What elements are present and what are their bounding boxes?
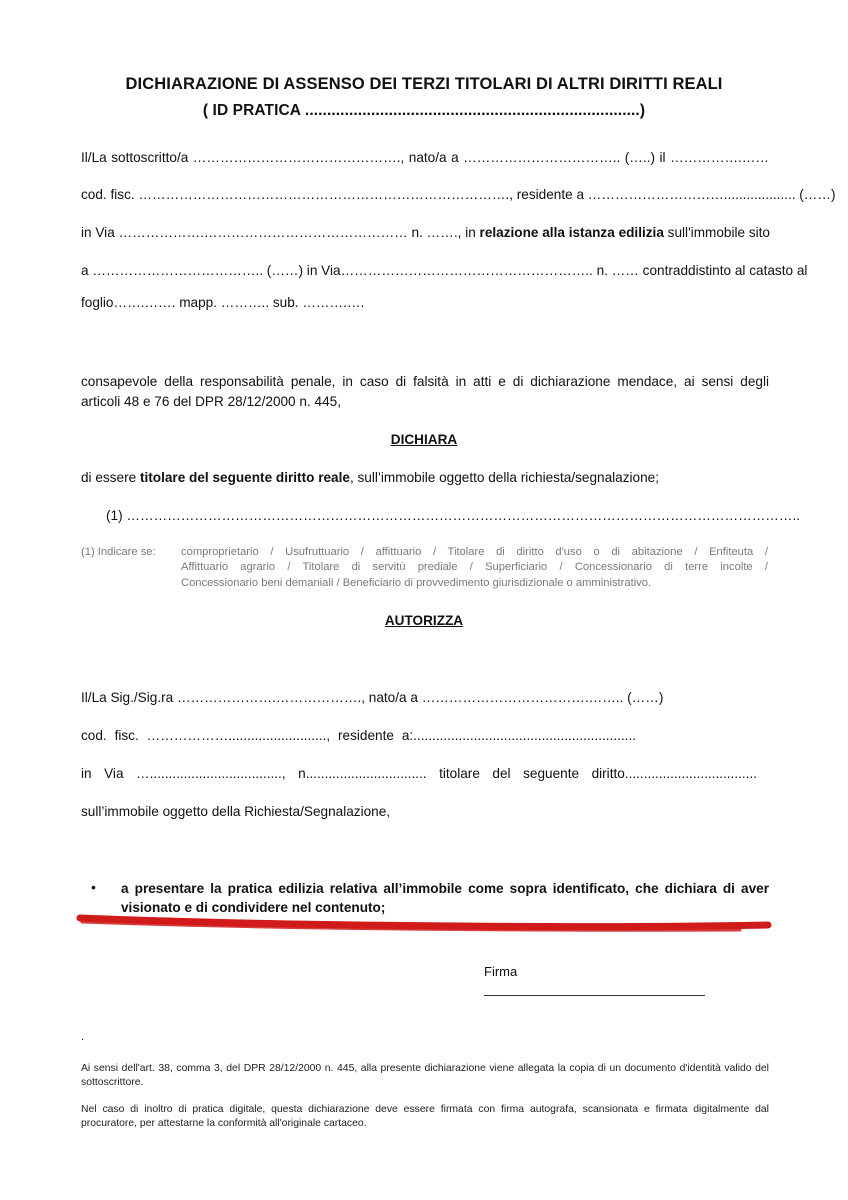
authorized-name-line: Il/La Sig./Sig.ra ………………….………………., nato/a a ……………………………….…….. (……) (81, 690, 664, 705)
authorization-bullet-line-1: a presentare la pratica edilizia relativa all’immobile come sopra identificato, che dichiara di aver (121, 881, 769, 896)
document-title: DICHIARAZIONE DI ASSENSO DEI TERZI TITOLARI DI ALTRI DIRITTI REALI (125, 75, 723, 93)
footer-paragraph-2-line-1: Nel caso di inoltro di pratica digitale, questa dichiarazione deve essere firmata con firma autografa, scansionata e firmata digitalmente dal (81, 1104, 769, 1115)
property-location-line: a ……………………………….. (……) in Via……………………………………………….. n. …… contraddistinto al catasto al (81, 263, 808, 278)
footer-paragraph-2-line-2: procuratore, per attestarne la conformità all'originale cartaceo. (81, 1118, 367, 1129)
property-site-text: sull'immobile sito (663, 225, 770, 240)
dichiara-heading: DICHIARA (390, 432, 458, 447)
signature-label: Firma (484, 964, 518, 979)
footer-paragraph-1-line-2: sottoscrittore. (81, 1077, 144, 1088)
authorized-property-line: sull’immobile oggetto della Richiesta/Segnalazione, (81, 804, 391, 819)
note-line-1: comproprietario / Usufruttuario / affittuario / Titolare di diritto d'uso o di abitazione / Enfiteuta / (181, 546, 768, 558)
cadastral-data-line: foglio…….……. mapp. ……….. sub. ……….…. (81, 295, 365, 310)
note-label: (1) Indicare se: (81, 546, 156, 558)
note-line-3: Concessionario beni demaniali / Beneficiario di provvedimento giurisdizionale o amministrativo. (181, 577, 652, 589)
footer-paragraph-1-line-1: Ai sensi dell'art. 38, comma 3, del DPR 28/12/2000 n. 445, alla presente dichiarazione viene allegata la copia di un documento d'identità valido del (81, 1063, 769, 1074)
authorization-bullet-line-2: visionato e di condividere nel contenuto; (121, 900, 386, 915)
bullet-point-icon: • (91, 879, 96, 895)
autorizza-heading: AUTORIZZA (384, 613, 464, 628)
authorized-address-line: in Via …..................................., n................................ titolare del seguente diritto................................... (81, 766, 757, 781)
practice-id-line: ( ID PRATICA ............................................................................) (202, 102, 646, 119)
note-line-2: Affittuario agrario / Titolare di servitù prediale / Superficiario / Concessionario di terre incolte / (181, 561, 768, 573)
statement-text: di essere (81, 470, 140, 485)
statement-tail-text: , sull’immobile oggetto della richiesta/segnalazione; (349, 470, 659, 485)
authorized-fiscal-code-line: cod. fisc. ……………….........................., residente a:........................................................... (81, 728, 636, 743)
declarant-name-line: Il/La sottoscritto/a ………………………………………., nato/a a …………………………….. (…..) il …………….…… (81, 150, 769, 165)
awareness-line-1: consapevole della responsabilità penale, in caso di falsità in atti e di dichiarazione mendace, ai sensi degli (81, 374, 769, 389)
real-right-field: (1) ………………………………………………………………………………………………………………………………….. (106, 508, 801, 523)
right-holder-bold-text: titolare del seguente diritto reale (139, 470, 350, 485)
signature-line (484, 995, 705, 996)
declarant-fiscal-code-line: cod. fisc. ………………………………………………………………………., residente a …………………………................... (……) (81, 187, 836, 202)
footer-dot: . (81, 1031, 85, 1043)
address-text: in Via ……………….……………………………………… n. ……., in (81, 225, 480, 240)
relation-bold-text: relazione alla istanza edilizia (479, 225, 664, 240)
awareness-line-2: articoli 48 e 76 del DPR 28/12/2000 n. 445, (81, 394, 341, 409)
